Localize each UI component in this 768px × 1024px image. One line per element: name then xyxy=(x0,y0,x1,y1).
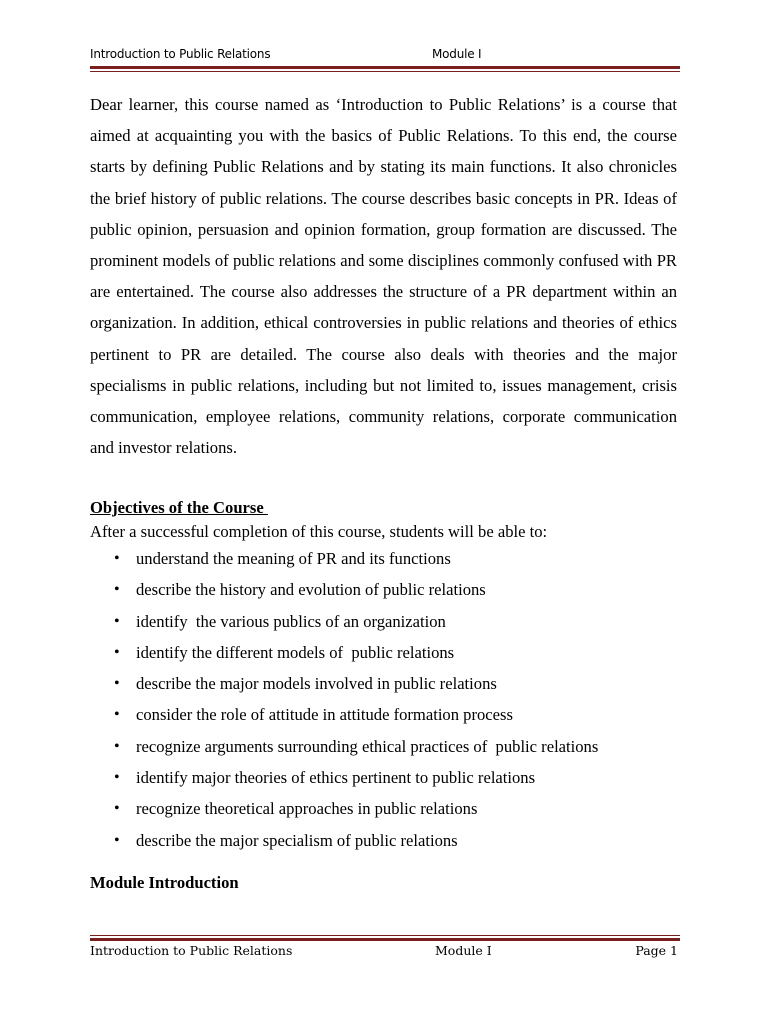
footer-course-title: Introduction to Public Relations xyxy=(90,943,293,958)
objective-text: consider the role of attitude in attitude formation process xyxy=(136,705,513,725)
objective-text: recognize arguments surrounding ethical practices of public relations xyxy=(136,736,599,756)
list-item xyxy=(90,638,598,669)
list-item xyxy=(90,544,598,575)
objective-text: identify major theories of ethics pertinent to public relations xyxy=(136,768,536,788)
header-module-label: Module I xyxy=(432,47,482,61)
list-item xyxy=(90,607,598,638)
bullet-icon: • xyxy=(114,800,120,818)
bullet-icon: • xyxy=(114,737,120,755)
objective-text: understand the meaning of PR and its functions xyxy=(136,549,451,568)
header-course-title: Introduction to Public Relations xyxy=(90,47,271,61)
objective-text: describe the major specialism of public relations xyxy=(136,830,458,850)
intro-paragraph: Dear learner, this course named as ‘Introduction to Public Relations’ is a course that aimed at acquainting you with the basics of Public Relations. To this end, the course starts by defining Public Relations and by stating its main functions. It also chronicles the brief history of public relations. The course describes basic concepts in PR. Ideas of public opinion, persuasion and opinion formation, group formation are discussed. The prominent models of public relations and some disciplines commonly confused with PR are entertained. The course also addresses the structure of a PR department within an organization. In addition, ethical controversies in public relations and theories of ethics pertinent to PR are detailed. The course also deals with theories and the major specialisms in public relations, including but not limited to, issues management, crisis communication, employee relations, community relations, corporate communication and investor relations. xyxy=(90,95,677,458)
list-item xyxy=(90,669,598,700)
bullet-icon: • xyxy=(114,581,120,599)
bullet-icon: • xyxy=(114,675,120,693)
objective-text: identify the different models of public relations xyxy=(136,642,455,662)
list-item xyxy=(90,794,598,825)
footer-page-number: Page 1 xyxy=(635,943,678,958)
bullet-icon: • xyxy=(114,612,120,630)
list-item xyxy=(90,763,598,794)
objective-text: identify the various publics of an organization xyxy=(136,611,446,631)
page-footer xyxy=(90,943,680,963)
list-item xyxy=(90,732,598,763)
objectives-lead-text: After a successful completion of this course, students will be able to: xyxy=(90,522,548,541)
footer-rule-thick xyxy=(90,938,680,941)
footer-rule-thin xyxy=(90,935,680,936)
bullet-icon: • xyxy=(114,550,120,567)
bullet-icon: • xyxy=(114,831,120,849)
objective-text: describe the history and evolution of public relations xyxy=(136,580,486,600)
objective-text: describe the major models involved in public relations xyxy=(136,674,497,694)
page-header xyxy=(90,47,680,67)
objectives-heading: Objectives of the Course xyxy=(90,498,268,517)
bullet-icon: • xyxy=(114,706,120,724)
objectives-list xyxy=(90,544,598,857)
footer-module-label: Module I xyxy=(435,943,492,958)
bullet-icon: • xyxy=(114,769,120,787)
list-item xyxy=(90,575,598,606)
list-item xyxy=(90,700,598,731)
header-rule-thin xyxy=(90,71,680,72)
header-rule-thick xyxy=(90,66,680,69)
module-introduction-heading: Module Introduction xyxy=(90,873,239,892)
bullet-icon: • xyxy=(114,643,120,661)
objective-text: recognize theoretical approaches in public relations xyxy=(136,799,478,819)
list-item xyxy=(90,826,598,857)
